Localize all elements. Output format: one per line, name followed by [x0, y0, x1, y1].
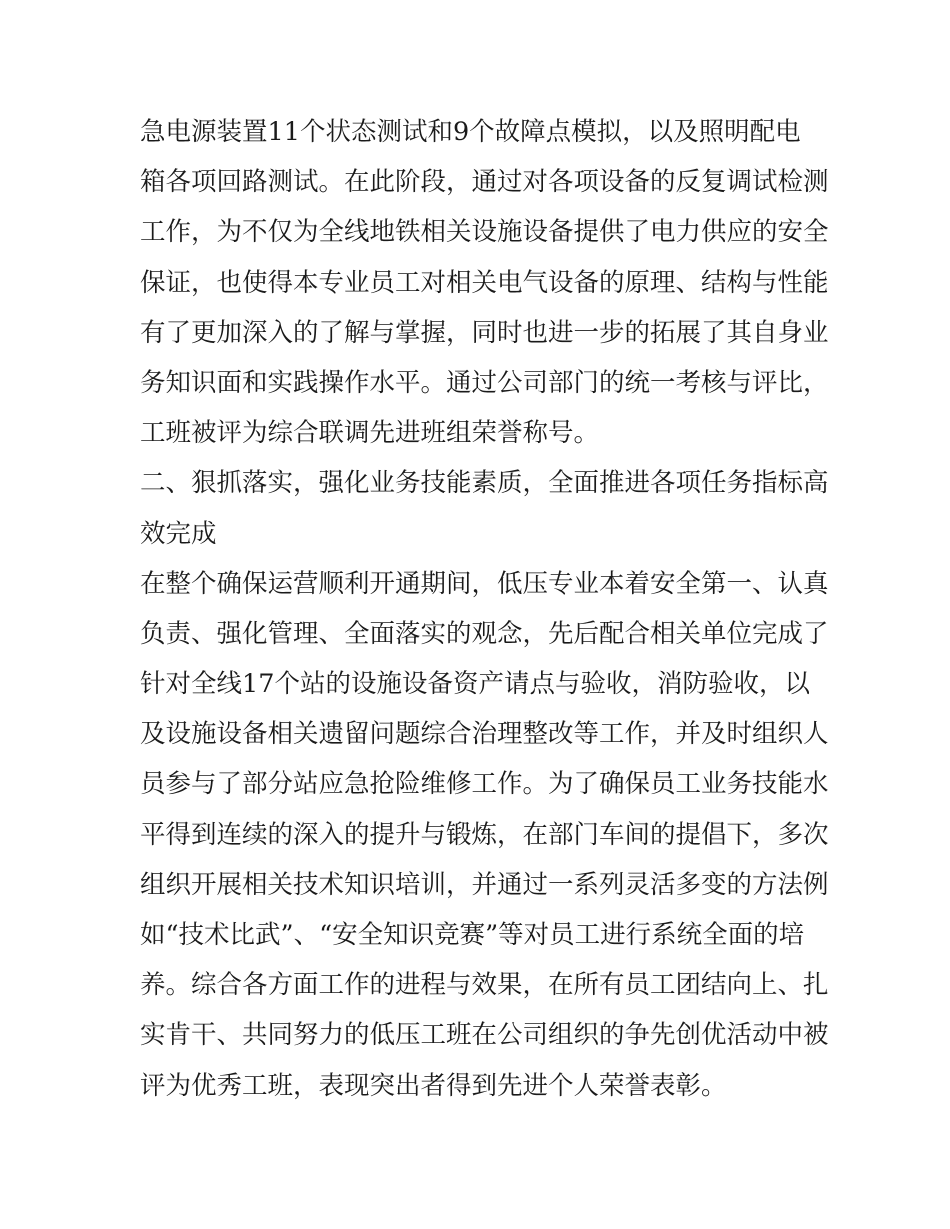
- text-line: 有了更加深入的了解与掌握，同时也进一步的拓展了其自身业: [140, 317, 829, 348]
- text-line: 员参与了部分站应急抢险维修工作。为了确保员工业务技能水: [140, 769, 829, 800]
- text-line: 工班被评为综合联调先进班组荣誉称号。: [140, 418, 600, 449]
- text-line: 及设施设备相关遗留问题综合治理整改等工作，并及时组织人: [140, 719, 829, 750]
- text-line: 箱各项回路测试。在此阶段，通过对各项设备的反复调试检测: [140, 167, 829, 198]
- body-text: [140, 107, 830, 1111]
- text-line: 工作，为不仅为全线地铁相关设施设备提供了电力供应的安全: [140, 217, 829, 248]
- text-line: 负责、强化管理、全面落实的观念，先后配合相关单位完成了: [140, 618, 829, 649]
- text-line: 评为优秀工班，表现突出者得到先进个人荣誉表彰。: [140, 1070, 727, 1101]
- text-line: 急电源装置11个状态测试和9个故障点模拟，以及照明配电: [140, 117, 801, 147]
- text-line: 平得到连续的深入的提升与锻炼，在部门车间的提倡下，多次: [140, 819, 829, 850]
- text-line: 组织开展相关技术知识培训，并通过一系列灵活多变的方法例: [140, 869, 829, 900]
- text-line: 保证，也使得本专业员工对相关电气设备的原理、结构与性能: [140, 267, 829, 298]
- section-heading-line: 效完成: [140, 518, 217, 549]
- text-line: 养。综合各方面工作的进程与效果，在所有员工团结向上、扎: [140, 970, 829, 1001]
- text-line: 实肯干、共同努力的低压工班在公司组织的争先创优活动中被: [140, 1020, 829, 1051]
- text-line: 在整个确保运营顺利开通期间，低压专业本着安全第一、认真: [140, 568, 829, 599]
- text-line: 针对全线17个站的设施设备资产请点与验收，消防验收，以: [140, 669, 810, 700]
- text-line: 务知识面和实践操作水平。通过公司部门的统一考核与评比，: [140, 367, 829, 398]
- text-line: 如“技术比武”、“安全知识竞赛”等对员工进行系统全面的培: [140, 920, 805, 950]
- section-heading-line: 二、狠抓落实，强化业务技能素质，全面推进各项任务指标高: [140, 468, 829, 499]
